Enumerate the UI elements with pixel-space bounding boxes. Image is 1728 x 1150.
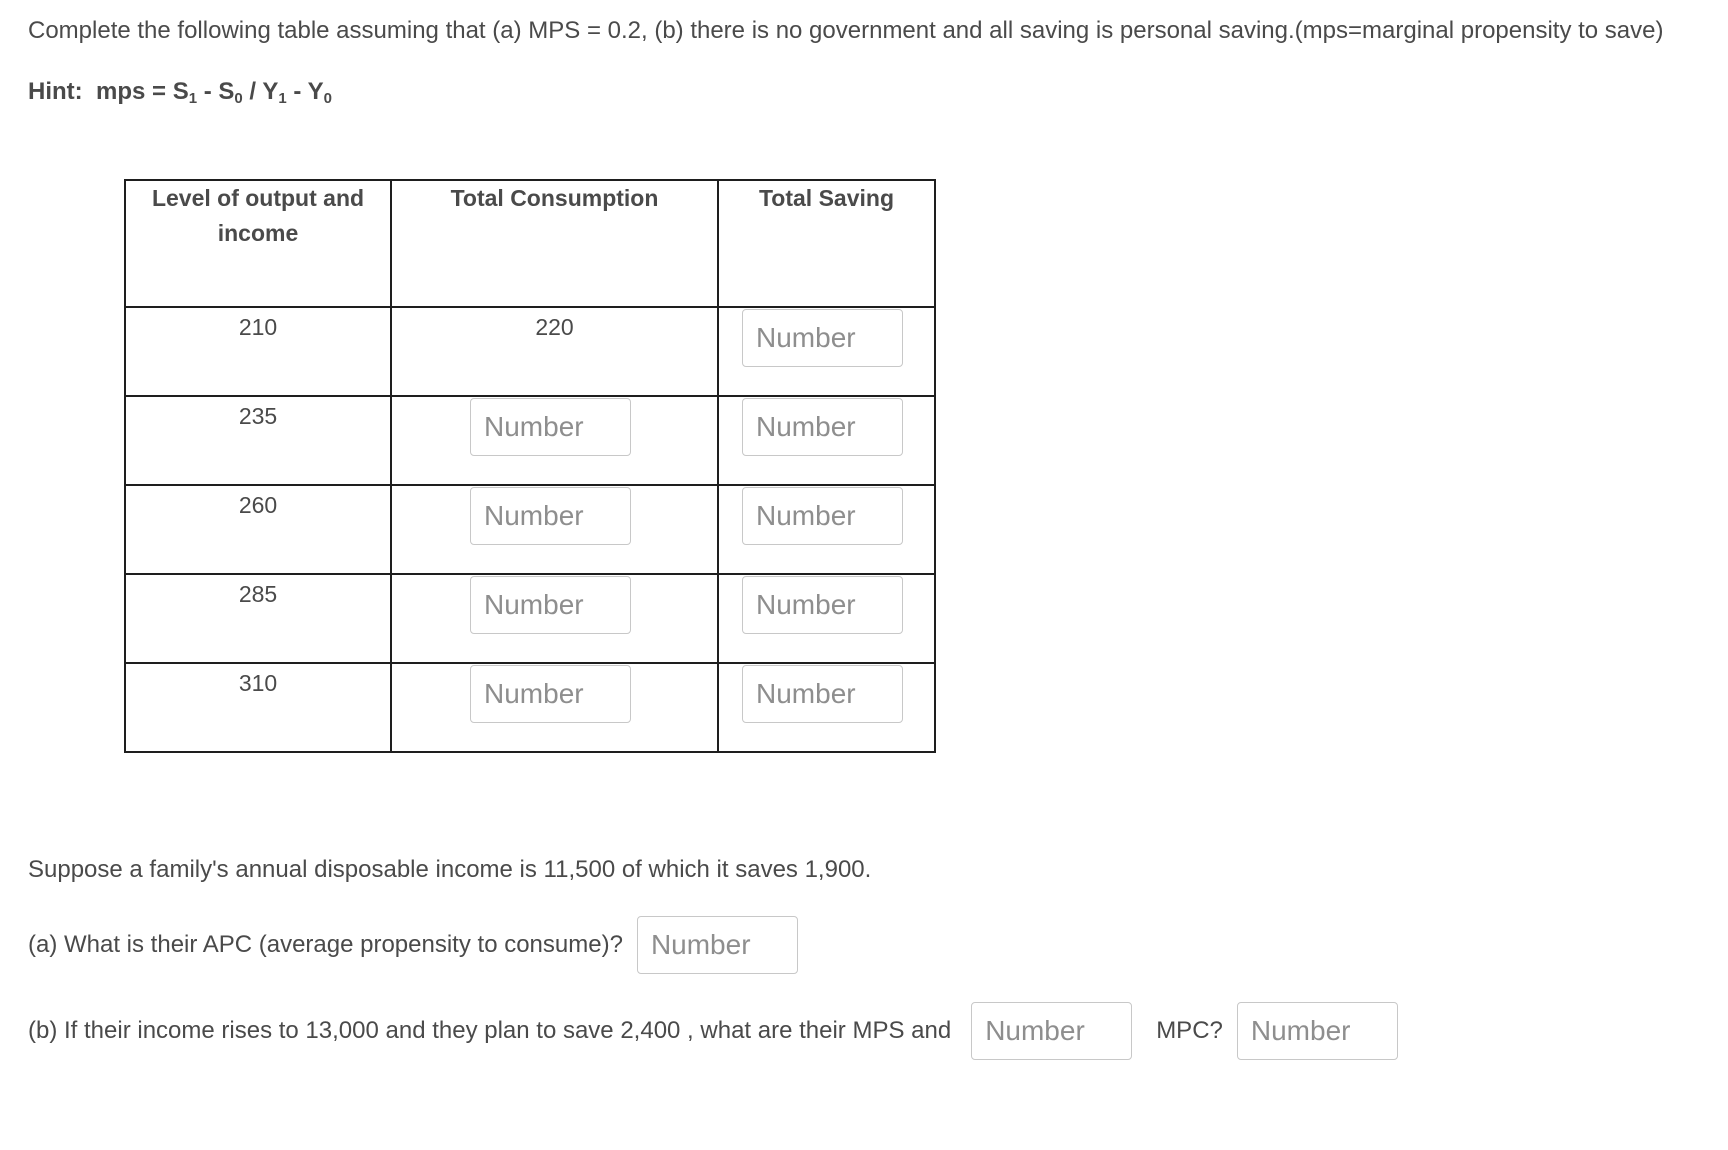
- subscript-0: 0: [234, 90, 243, 107]
- subscript-1: 1: [188, 90, 198, 107]
- apc-question: [28, 916, 798, 974]
- saving-input-row-3[interactable]: [742, 487, 903, 545]
- saving-cell: [718, 663, 935, 752]
- income-cell: 285: [125, 574, 391, 663]
- formula-s-term: mps = S: [96, 78, 189, 105]
- table-row: [125, 663, 935, 752]
- table-header-row: [125, 180, 935, 307]
- saving-input-row-5[interactable]: [742, 665, 903, 723]
- consumption-input-row-2[interactable]: [470, 398, 631, 456]
- table-row: [125, 396, 935, 485]
- mpc-input[interactable]: [1237, 1002, 1398, 1060]
- header-total-saving: Total Saving: [718, 180, 935, 307]
- mps-input[interactable]: [971, 1002, 1132, 1060]
- saving-input-row-4[interactable]: [742, 576, 903, 634]
- saving-input-row-1[interactable]: [742, 309, 903, 367]
- mps-question-label: (b) If their income rises to 13,000 and they plan to save 2,400 , what are their MPS and: [28, 1017, 952, 1044]
- subscript-0: 0: [323, 90, 332, 107]
- consumption-input-row-5[interactable]: [470, 665, 631, 723]
- saving-cell: [718, 574, 935, 663]
- formula-minus-s0: - S: [197, 78, 235, 105]
- hint-formula: [28, 77, 332, 107]
- saving-cell: [718, 396, 935, 485]
- consumption-cell: [391, 396, 718, 485]
- table-row: [125, 485, 935, 574]
- subscript-1: 1: [278, 90, 287, 107]
- consumption-input-row-4[interactable]: [470, 576, 631, 634]
- saving-cell: [718, 307, 935, 396]
- income-cell: 260: [125, 485, 391, 574]
- income-cell: 235: [125, 396, 391, 485]
- table-row: [125, 574, 935, 663]
- income-cell: 310: [125, 663, 391, 752]
- table-row: [125, 307, 935, 396]
- mps-mpc-question: [28, 1002, 1398, 1060]
- apc-question-label: (a) What is their APC (average propensity to consume)?: [28, 931, 623, 958]
- header-total-consumption: Total Consumption: [391, 180, 718, 307]
- formula-divide-y1: / Y: [242, 78, 279, 105]
- formula-minus-y0: - Y: [286, 78, 324, 105]
- header-output-income: Level of output and income: [125, 180, 391, 307]
- instructions-text: Complete the following table assuming that (a) MPS = 0.2, (b) there is no government and all saving is personal saving.(mps=marginal propensity to save): [28, 17, 1664, 44]
- saving-input-row-2[interactable]: [742, 398, 903, 456]
- consumption-cell: [391, 574, 718, 663]
- family-income-question: Suppose a family's annual disposable income is 11,500 of which it saves 1,900.: [28, 856, 872, 883]
- saving-cell: [718, 485, 935, 574]
- income-cell: 210: [125, 307, 391, 396]
- consumption-cell: 220: [391, 307, 718, 396]
- mpc-label: MPC?: [1156, 1017, 1223, 1044]
- consumption-saving-table: [124, 179, 936, 753]
- consumption-cell: [391, 485, 718, 574]
- consumption-input-row-3[interactable]: [470, 487, 631, 545]
- apc-input[interactable]: [637, 916, 798, 974]
- hint-label: Hint:: [28, 78, 83, 105]
- consumption-cell: [391, 663, 718, 752]
